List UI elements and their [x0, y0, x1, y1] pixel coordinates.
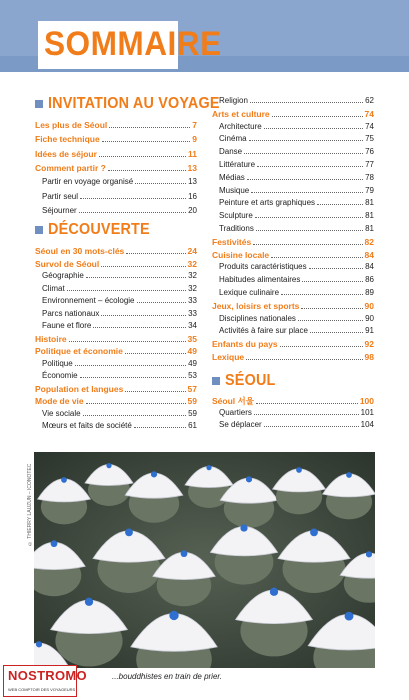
toc-page-number: 53	[188, 371, 197, 380]
toc-label: Séoul en 30 mots-clés	[35, 246, 125, 256]
hat-pompom	[240, 524, 247, 531]
toc-leader	[125, 391, 185, 392]
hat-pompom	[206, 465, 211, 470]
toc-label: Fiche technique	[35, 134, 100, 145]
hat-pompom	[125, 529, 133, 537]
toc-label: Partir en voyage organisé	[42, 177, 134, 187]
toc-leader	[280, 346, 363, 347]
toc-leader	[250, 102, 363, 103]
toc-label: Traditions	[219, 224, 254, 233]
toc-entry	[219, 288, 374, 298]
toc-page-number: 16	[188, 191, 197, 201]
toc-entry	[42, 421, 197, 431]
toc-leader	[256, 230, 363, 231]
toc-label: Politique	[42, 358, 73, 368]
toc-page-number: 104	[360, 420, 374, 430]
toc-entry	[42, 284, 197, 294]
hat-pompom	[181, 550, 188, 557]
toc-page-number: 9	[192, 134, 197, 145]
toc-entry	[212, 301, 374, 311]
toc-page-number: 62	[365, 96, 374, 105]
toc-label: Produits caractéristiques	[219, 262, 307, 272]
toc-leader	[80, 377, 187, 378]
toc-leader	[134, 427, 186, 428]
toc-label: Quartiers	[219, 408, 252, 418]
toc-entry	[35, 120, 197, 130]
toc-label: Environnement – écologie	[42, 296, 135, 305]
toc-entry	[219, 224, 374, 234]
toc-entry	[42, 206, 197, 216]
toc-leader	[102, 141, 191, 142]
toc-page-number: 7	[192, 120, 197, 130]
toc-page-number: 79	[365, 185, 374, 195]
toc-page-number: 74	[364, 108, 374, 119]
hat-pompom	[151, 471, 157, 477]
toc-leader	[125, 353, 186, 354]
toc-page-number: 84	[364, 249, 374, 260]
toc-leader	[254, 414, 359, 415]
logo-tagline: WEB COMPTOIR DES VOYAGEURS	[8, 687, 76, 692]
photo-credit: © THIERRY LAUZUN – ICONOTEC	[27, 463, 33, 546]
hat-pompom	[106, 463, 111, 468]
section-decouverte	[35, 221, 161, 239]
toc-label: Survol de Séoul	[35, 258, 100, 269]
toc-leader	[137, 302, 187, 303]
nostromo-logo	[3, 665, 87, 697]
toc-label: Lexique culinaire	[219, 288, 280, 297]
toc-leader	[253, 244, 362, 245]
toc-page-number: 81	[365, 211, 374, 221]
toc-label: Habitudes alimentaires	[219, 275, 301, 285]
hat-pompom	[366, 551, 372, 557]
toc-page-number: 92	[364, 339, 374, 350]
toc-entry	[35, 334, 197, 344]
monks-illustration	[34, 452, 375, 668]
toc-entry	[35, 246, 197, 256]
toc-leader	[93, 327, 186, 328]
toc-page-number: 49	[188, 358, 197, 368]
toc-leader	[256, 403, 358, 404]
toc-entry	[219, 314, 374, 324]
toc-page-number: 34	[188, 321, 197, 330]
toc-page-number: 32	[187, 258, 197, 269]
toc-leader	[317, 204, 363, 205]
toc-entry	[212, 352, 374, 362]
toc-label: Se déplacer	[219, 420, 262, 430]
toc-page-number: 49	[187, 346, 197, 356]
toc-leader	[244, 153, 363, 154]
toc-leader	[271, 257, 362, 258]
toc-entry	[42, 409, 197, 419]
toc-label: Danse	[219, 147, 243, 157]
toc-label: Géographie	[42, 271, 84, 280]
toc-entry	[42, 192, 197, 202]
toc-page-number: 57	[187, 383, 197, 394]
toc-label: Architecture	[219, 121, 262, 131]
toc-page-number: 84	[365, 262, 374, 272]
toc-page-number: 90	[365, 313, 374, 323]
toc-leader	[302, 281, 363, 282]
logo-name: NOSTROMO	[8, 668, 87, 683]
toc-label: Idées de séjour	[35, 148, 97, 159]
toc-label: Arts et culture	[212, 108, 270, 119]
toc-entry	[219, 326, 374, 336]
toc-label: Religion	[219, 96, 248, 105]
toc-page-number: 90	[364, 300, 374, 311]
toc-leader	[264, 128, 363, 129]
toc-entry	[219, 147, 374, 157]
toc-entry	[219, 211, 374, 221]
toc-leader	[101, 266, 185, 267]
toc-label: Lexique	[212, 352, 245, 362]
toc-label: Mœurs et faits de société	[42, 421, 132, 430]
toc-page-number: 81	[365, 198, 374, 208]
section-square-icon	[35, 226, 43, 234]
hat-pompom	[169, 611, 178, 620]
section-title: SÉOUL	[225, 372, 276, 389]
toc-leader	[298, 320, 363, 321]
toc-entry	[42, 177, 197, 187]
toc-page-number: 61	[188, 421, 197, 430]
toc-page-number: 91	[365, 326, 374, 336]
toc-page-number: 32	[188, 271, 197, 280]
toc-page-number: 20	[188, 205, 197, 215]
toc-label: Cinéma	[219, 134, 247, 144]
toc-page-number: 74	[365, 121, 374, 131]
toc-page-number: 11	[188, 148, 197, 159]
toc-label: Économie	[42, 371, 78, 380]
toc-leader	[264, 426, 359, 427]
toc-entry	[42, 309, 197, 319]
toc-leader	[126, 253, 185, 254]
toc-leader	[247, 179, 363, 180]
toc-leader	[86, 277, 186, 278]
toc-entry	[212, 250, 374, 260]
toc-leader	[251, 192, 363, 193]
section-square-icon	[212, 377, 220, 385]
toc-entry	[42, 271, 197, 281]
toc-entry	[219, 122, 374, 132]
toc-page-number: 89	[365, 288, 374, 297]
toc-leader	[309, 268, 364, 269]
toc-page-number: 24	[187, 246, 197, 256]
toc-leader	[246, 359, 362, 360]
toc-label: Climat	[42, 283, 65, 293]
toc-entry	[42, 359, 197, 369]
toc-label: Disciplines nationales	[219, 313, 296, 323]
toc-leader	[101, 315, 186, 316]
toc-leader	[86, 403, 186, 404]
hat-pompom	[61, 477, 67, 483]
toc-page-number: 59	[188, 408, 197, 418]
toc-label: Festivités	[212, 236, 252, 247]
toc-page-number: 86	[365, 275, 374, 285]
hat-pompom	[270, 588, 278, 596]
toc-entry	[219, 262, 374, 272]
hat-pompom	[345, 612, 354, 621]
toc-entry	[219, 134, 374, 144]
hat-pompom	[51, 540, 58, 547]
toc-entry	[219, 198, 374, 208]
toc-leader	[135, 183, 186, 184]
toc-entry	[42, 321, 197, 331]
toc-label: Enfants du pays	[212, 339, 278, 350]
toc-label: Médias	[219, 172, 245, 182]
toc-entry	[35, 396, 197, 406]
toc-entry	[212, 109, 374, 119]
hat-pompom	[36, 641, 42, 647]
toc-label: Peinture et arts graphiques	[219, 198, 316, 208]
toc-page-number: 59	[187, 396, 197, 406]
section-title: DÉCOUVERTE	[48, 221, 150, 238]
section-title: INVITATION AU VOYAGE	[48, 95, 220, 112]
section-invitation	[35, 95, 239, 113]
toc-entry	[35, 259, 197, 269]
section-seoul	[212, 372, 281, 390]
toc-entry	[219, 160, 374, 170]
hat-pompom	[246, 476, 252, 482]
toc-leader	[255, 217, 363, 218]
toc-page-number: 100	[359, 396, 374, 406]
hat-pompom	[310, 529, 318, 537]
toc-page-number: 33	[188, 296, 197, 305]
toc-label: Politique et économie	[35, 346, 123, 356]
toc-entry	[42, 371, 197, 381]
toc-label: Jeux, loisirs et sports	[212, 300, 300, 311]
toc-leader	[67, 290, 186, 291]
toc-leader	[257, 166, 363, 167]
toc-leader	[75, 365, 186, 366]
toc-entry	[219, 408, 374, 418]
toc-entry	[219, 275, 374, 285]
toc-leader	[301, 308, 362, 309]
toc-page-number: 76	[365, 147, 374, 157]
photo-caption: ...bouddhistes en train de prier.	[112, 672, 222, 681]
toc-page-number: 81	[365, 224, 374, 233]
toc-page-number: 77	[365, 160, 374, 169]
toc-page-number: 32	[188, 283, 197, 293]
toc-page-number: 98	[364, 352, 374, 362]
toc-page-number: 101	[360, 408, 374, 418]
hat-pompom	[85, 598, 93, 606]
toc-label: Comment partir ?	[35, 162, 106, 173]
toc-leader	[79, 212, 186, 213]
toc-entry	[219, 96, 374, 106]
toc-entry	[35, 384, 197, 394]
toc-leader	[108, 170, 186, 171]
toc-page-number: 35	[187, 333, 197, 344]
toc-label: Parcs nationaux	[42, 308, 100, 318]
toc-label: Les plus de Séoul	[35, 120, 108, 130]
toc-label: Vie sociale	[42, 408, 81, 418]
toc-page-number: 82	[364, 236, 374, 247]
toc-label: Mode de vie	[35, 396, 84, 406]
toc-label: Musique	[219, 185, 250, 195]
toc-label: Séjourner	[42, 205, 77, 215]
toc-entry	[42, 296, 197, 306]
page-title: SOMMAIRE	[44, 25, 222, 63]
toc-entry	[35, 346, 197, 356]
toc-page-number: 13	[187, 162, 197, 173]
toc-leader	[272, 116, 363, 117]
toc-page-number: 75	[365, 134, 374, 144]
toc-label: Histoire	[35, 333, 67, 344]
toc-page-number: 78	[365, 172, 374, 182]
toc-entry	[219, 186, 374, 196]
monks-photo	[34, 452, 375, 668]
toc-entry	[35, 163, 197, 173]
toc-entry	[35, 134, 197, 144]
toc-entry	[212, 396, 374, 406]
toc-entry	[219, 173, 374, 183]
toc-page-number: 13	[188, 177, 197, 187]
toc-entry	[212, 339, 374, 349]
toc-label: Population et langues	[35, 383, 124, 394]
toc-entry	[35, 149, 197, 159]
toc-page-number: 33	[188, 308, 197, 318]
toc-label: Faune et flore	[42, 321, 92, 330]
toc-label: Sculpture	[219, 211, 253, 221]
toc-label: Littérature	[219, 160, 256, 169]
hat-pompom	[296, 467, 302, 473]
toc-label: Séoul 서울	[212, 396, 254, 406]
toc-label: Activités à faire sur place	[219, 326, 308, 336]
toc-leader	[99, 156, 186, 157]
hat-pompom	[346, 472, 352, 478]
toc-entry	[219, 420, 374, 430]
toc-leader	[109, 127, 190, 128]
toc-entry	[212, 237, 374, 247]
toc-leader	[83, 415, 187, 416]
toc-leader	[310, 332, 363, 333]
toc-leader	[69, 341, 186, 342]
toc-leader	[281, 294, 363, 295]
toc-label: Cuisine locale	[212, 249, 270, 260]
toc-leader	[80, 198, 186, 199]
toc-label: Partir seul	[42, 191, 79, 201]
toc-leader	[249, 140, 364, 141]
section-square-icon	[35, 100, 43, 108]
